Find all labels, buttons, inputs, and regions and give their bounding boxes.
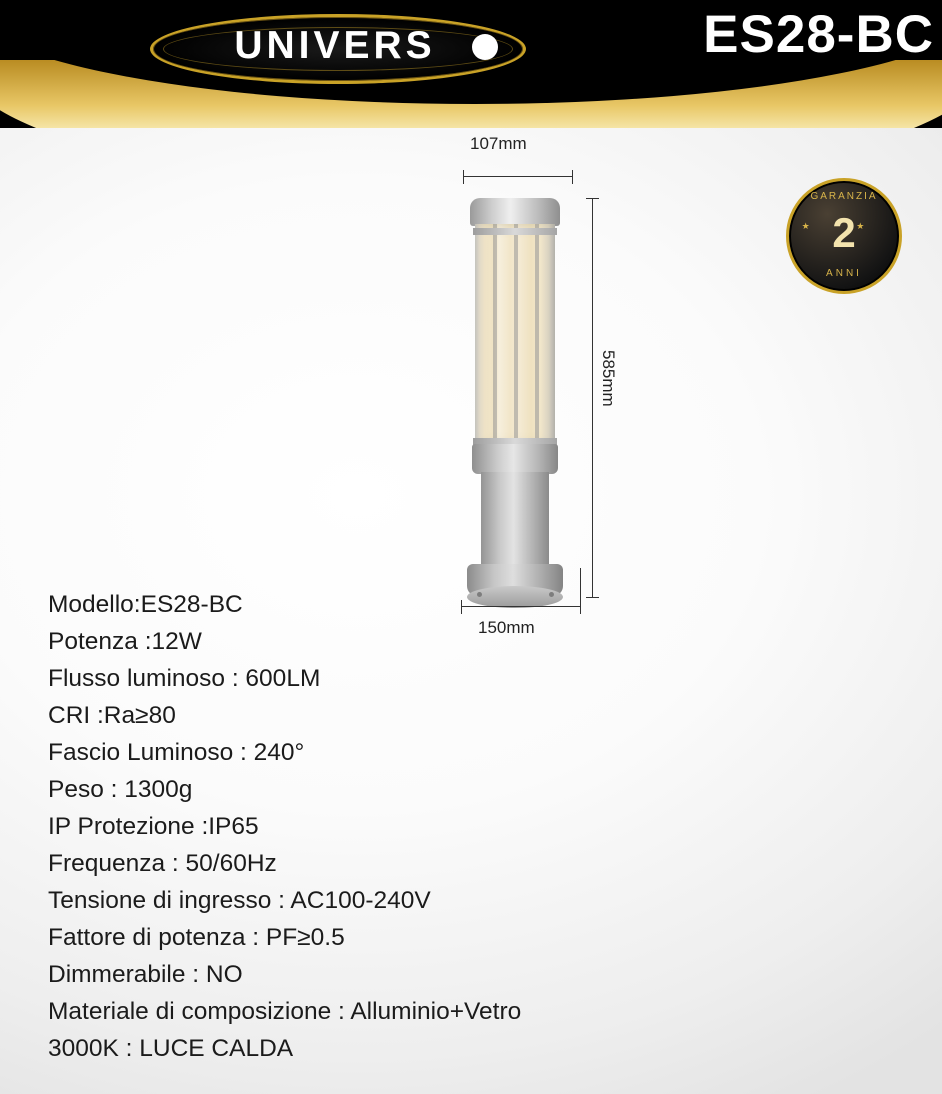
dim-base-label: 150mm (478, 618, 535, 637)
spec-item: Tensione di ingresso : AC100-240V (48, 887, 431, 914)
lamp-pole (481, 472, 549, 568)
spec-item: Flusso luminoso : 600LM (48, 665, 321, 692)
warranty-top-label: GARANZIA (810, 191, 878, 202)
dim-height-label: 585mm (599, 350, 618, 407)
spec-item: CRI :Ra≥80 (48, 702, 176, 729)
model-code-title: ES28-BC (703, 5, 934, 64)
spec-item: Potenza :12W (48, 628, 202, 655)
specifications-list (48, 586, 908, 1067)
spec-item: 3000K : LUCE CALDA (48, 1035, 294, 1062)
page-header (0, 0, 942, 128)
spec-item: Fattore di potenza : PF≥0.5 (48, 924, 345, 951)
dim-height-tick-top (586, 198, 599, 199)
spec-item: Frequenza : 50/60Hz (48, 850, 277, 877)
dim-width-label: 107mm (470, 134, 527, 153)
warranty-years: 2 (832, 209, 856, 256)
brand-logo (150, 8, 520, 86)
spec-item: Modello:ES28-BC (48, 591, 243, 618)
warranty-badge (786, 178, 902, 294)
warranty-bottom-label: ANNI (826, 268, 862, 279)
spec-item: Dimmerabile : NO (48, 961, 243, 988)
lamp-cap (470, 198, 560, 226)
spec-item: Peso : 1300g (48, 776, 193, 803)
spec-item: Materiale di composizione : Alluminio+Vetro (48, 998, 522, 1025)
page-body (0, 128, 942, 1094)
dim-width-tick-left (463, 170, 464, 184)
lamp-slit-center (514, 224, 518, 446)
dim-width-line (463, 176, 573, 177)
spec-item: Fascio Luminoso : 240° (48, 739, 305, 766)
star-icon: ★ ★ (801, 221, 887, 231)
dim-height-line (592, 198, 593, 598)
dim-width-tick-right (572, 170, 573, 184)
lamp-slit-right (535, 224, 539, 446)
brand-name: UNIVERS (234, 24, 436, 67)
spec-item: IP Protezione :IP65 (48, 813, 259, 840)
circle-dot-icon (472, 34, 498, 60)
lamp-slit-left (493, 224, 497, 446)
lamp-ring-top (473, 228, 557, 235)
lamp-collar (472, 444, 558, 474)
